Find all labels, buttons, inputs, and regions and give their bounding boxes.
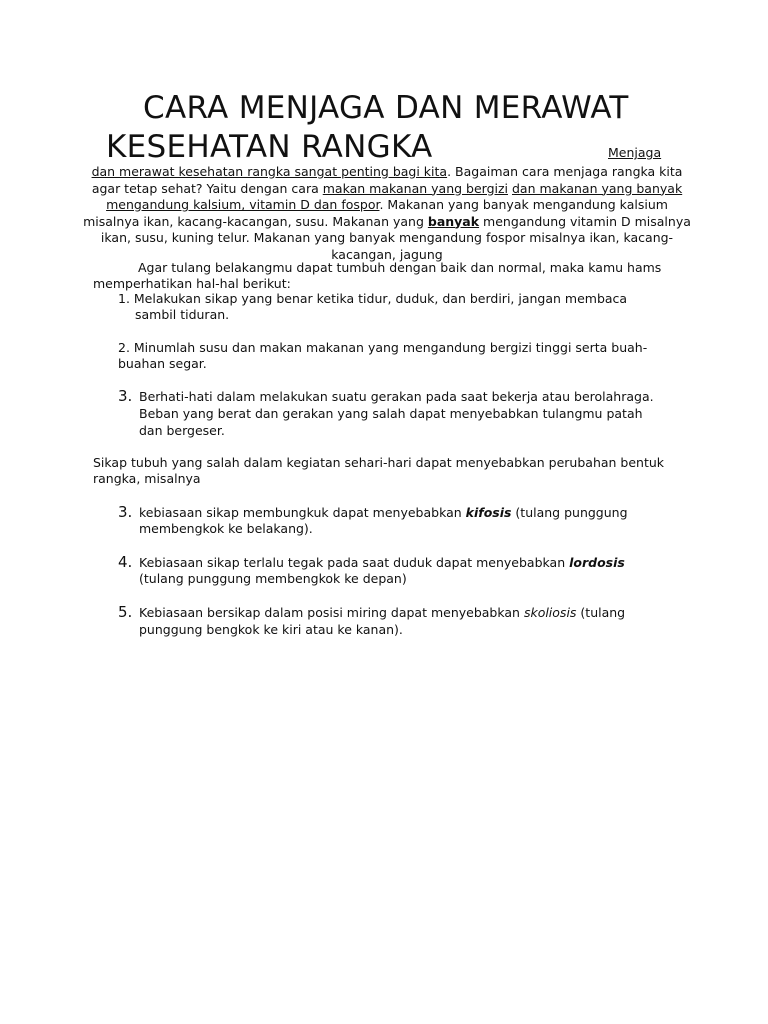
effect-item-4-text: Kebiasaan sikap terlalu tegak pada saat duduk dapat menyebabkan: [139, 555, 570, 570]
effect-item-3-line-2: membengkok ke belakang).: [139, 521, 313, 536]
title-line-1: CARA MENJAGA DAN MERAWAT: [143, 90, 629, 126]
intro-text-1: . Bagaiman cara menjaga rangka kita agar tetap sehat? Yaitu dengan cara: [91, 164, 683, 196]
effect-item-5-line-2: punggung bengkok ke kiri atau ke kanan).: [139, 622, 403, 637]
effect-item-3-text: kebiasaan sikap membungkuk dapat menyebabkan: [139, 505, 466, 520]
list-item-1-line-1: 1. Melakukan sikap yang benar ketika tidur, duduk, dan berdiri, jangan membaca: [118, 291, 628, 306]
lead-paragraph: [93, 260, 693, 292]
posture-paragraph: Sikap tubuh yang salah dalam kegiatan sehari-hari dapat menyebabkan perubahan bentuk rangka, misalnya: [93, 455, 665, 486]
title-line-2: KESEHATAN RANGKA: [106, 129, 433, 165]
intro-text-4: mengandung vitamin D misalnya ikan, susu, kuning telur. Makanan yang banyak mengandung fospor misalnya ikan, kacang-kacangan, jagung: [100, 213, 691, 262]
effect-item-5-number: 5.: [118, 603, 133, 621]
intro-underline-3: dan makanan yang banyak mengandung kalsium, vitamin D dan fospor: [106, 180, 683, 212]
effect-item-4-number: 4.: [118, 553, 133, 571]
effect-item-4-line-1: [139, 555, 625, 572]
list-item-3-line-3: dan bergeser.: [139, 423, 225, 438]
lead-text: Agar tulang belakangmu dapat tumbuh dengan baik dan normal, maka kamu hams memperhatikan hal-hal berikut:: [93, 260, 662, 291]
effect-item-4-term: lordosis: [569, 555, 625, 570]
list-item-2-line-2: buahan segar.: [118, 356, 207, 371]
effect-item-5-term: skoliosis: [523, 605, 577, 620]
intro-text-3: . Makanan yang banyak mengandung kalsium misalnya ikan, kacang-kacangan, susu. Makanan yang: [83, 197, 668, 229]
effect-item-5-text: Kebiasaan bersikap dalam posisi miring dapat menyebabkan: [139, 605, 524, 620]
effect-item-5-post: (tulang: [576, 605, 626, 620]
intro-underline-2: makan makanan yang bergizi: [322, 180, 509, 196]
effect-item-5-line-1: [139, 605, 625, 622]
effect-item-3-term: kifosis: [465, 505, 512, 520]
list-item-3-line-1: Berhati-hati dalam melakukan suatu gerakan pada saat bekerja atau berolahraga.: [139, 389, 654, 404]
intro-paragraph: [82, 164, 692, 263]
intro-first-word: Menjaga: [608, 145, 662, 160]
intro-underline-1: dan merawat kesehatan rangka sangat penting bagi kita: [91, 164, 448, 179]
list-item-3-number: 3.: [118, 387, 133, 405]
effect-item-3-post: (tulang punggung: [511, 505, 628, 520]
intro-bold-word: banyak: [427, 213, 480, 229]
list-item-1-line-2: sambil tiduran.: [135, 307, 230, 322]
list-item-2-line-1: 2. Minumlah susu dan makan makanan yang mengandung bergizi tinggi serta buah-: [118, 340, 648, 355]
effect-item-4-line-2: (tulang punggung membengkok ke depan): [139, 571, 407, 586]
list-item-3-line-2: Beban yang berat dan gerakan yang salah dapat menyebabkan tulangmu patah: [139, 406, 643, 421]
effect-item-3-number: 3.: [118, 503, 133, 521]
effect-item-3-line-1: [139, 505, 628, 522]
